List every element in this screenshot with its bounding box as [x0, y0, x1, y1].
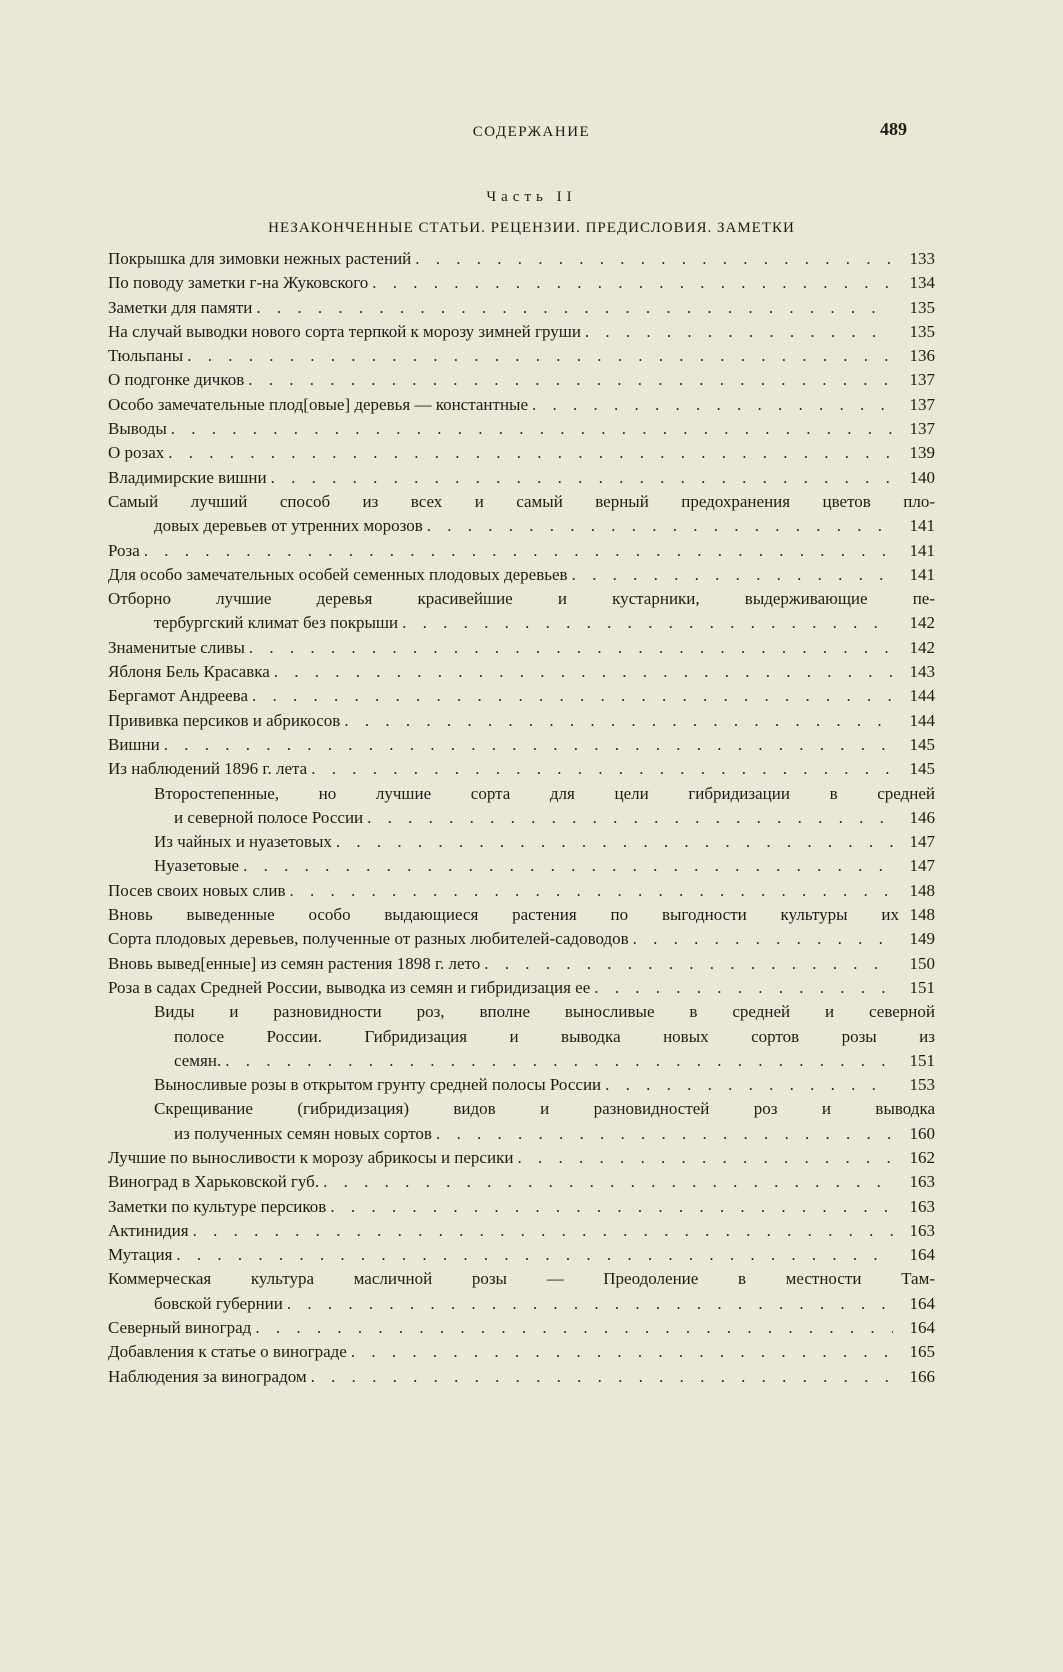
- toc-entry-page: 162: [909, 1147, 935, 1167]
- dot-leader: [311, 757, 893, 781]
- toc-entry: [108, 830, 935, 854]
- toc-entry-page: 165: [909, 1342, 935, 1362]
- toc-entry: [108, 587, 935, 636]
- toc-entry: [108, 733, 935, 757]
- toc-entry: [108, 1316, 935, 1340]
- toc-entry-text: Отборно лучшие деревья красивейшие и кустарники, выдерживающие пе-: [108, 589, 935, 609]
- toc-entry-title: Особо замечательные плод[овые] деревья — константные: [108, 394, 529, 414]
- toc-entry-title: Для особо замечательных особей семенных плодовых деревьев: [108, 564, 568, 584]
- toc-entry-page: 166: [909, 1366, 935, 1386]
- toc-entry-title: Вновь выведенные особо выдающиеся растения по выгодности культуры их: [108, 905, 899, 925]
- toc-entry-page: 151: [909, 1050, 935, 1070]
- toc-entry: [108, 490, 935, 539]
- toc-entry-title: О подгонке дичков: [108, 370, 245, 390]
- toc-entry-title: Покрышка для зимовки нежных растений: [108, 249, 412, 268]
- toc-entry-title: семян.: [174, 1050, 222, 1070]
- toc-entry-page: 145: [909, 734, 935, 754]
- part-label: Часть II: [486, 189, 577, 205]
- toc-entry-page: 141: [909, 540, 935, 560]
- toc-entry-page: 137: [909, 394, 935, 414]
- toc-entry-title: Посев своих новых слив: [108, 880, 286, 900]
- toc-entry: [108, 1073, 935, 1097]
- toc-entry: [108, 563, 935, 587]
- toc-entry-page: 135: [909, 297, 935, 317]
- toc-entry: [108, 539, 935, 563]
- toc-entry: [108, 1340, 935, 1364]
- dot-leader: [517, 1146, 893, 1170]
- toc-entry-title: Заметки для памяти: [108, 297, 253, 317]
- toc-entry-title: Сорта плодовых деревьев, полученные от разных любителей-садоводов: [108, 929, 629, 949]
- dot-leader: [271, 466, 893, 490]
- toc-entry-page: 133: [909, 249, 935, 268]
- dot-leader: [168, 441, 893, 465]
- toc-entry: [108, 757, 935, 781]
- toc-entry-page: 139: [909, 443, 935, 463]
- toc-entry: [108, 417, 935, 441]
- dot-leader: [427, 514, 893, 538]
- dot-leader: [484, 952, 893, 976]
- dot-leader: [255, 1316, 893, 1340]
- toc-entry-page: 163: [909, 1220, 935, 1240]
- dot-leader: [415, 247, 893, 271]
- toc-entry-text: Коммерческая культура масличной розы — Преодоление в местности Там-: [108, 1269, 935, 1289]
- toc-entry-page: 134: [909, 273, 935, 293]
- toc-entry-title: и северной полосе России: [174, 807, 364, 827]
- toc-entry-title: Вновь вывед[енные] из семян растения 1898 г. лето: [108, 953, 481, 973]
- table-of-contents: [108, 247, 935, 1389]
- toc-entry-title: Выводы: [108, 419, 167, 439]
- toc-entry-title: На случай выводки нового сорта терпкой к морозу зимней груши: [108, 321, 581, 341]
- toc-entry-page: 135: [909, 321, 935, 341]
- toc-entry-page: 148: [909, 880, 935, 900]
- toc-entry-title: Актинидия: [108, 1220, 189, 1240]
- toc-entry-title: довых деревьев от утренних морозов: [154, 516, 423, 536]
- toc-entry-text: Виды и разновидности роз, вполне выносливые в средней и северной: [154, 1002, 935, 1022]
- page-number: 489: [880, 119, 907, 139]
- dot-leader: [290, 879, 893, 903]
- toc-entry-page: 141: [909, 516, 935, 536]
- dot-leader: [193, 1219, 893, 1243]
- dot-leader: [164, 733, 893, 757]
- toc-entry-page: 143: [909, 662, 935, 682]
- toc-entry-page: 151: [909, 977, 935, 997]
- toc-entry: [108, 879, 935, 903]
- toc-entry-page: 142: [909, 637, 935, 657]
- dot-leader: [144, 539, 893, 563]
- toc-entry-title: Северный виноград: [108, 1318, 252, 1338]
- toc-entry-title: Из чайных и нуазетовых: [154, 832, 332, 852]
- toc-entry-page: 137: [909, 419, 935, 439]
- dot-leader: [532, 393, 893, 417]
- dot-leader: [249, 636, 893, 660]
- toc-entry: [108, 1365, 935, 1389]
- toc-entry-page: 160: [909, 1123, 935, 1143]
- toc-entry-page: 146: [909, 807, 935, 827]
- toc-entry-title: О розах: [108, 443, 165, 463]
- toc-entry: [108, 1219, 935, 1243]
- toc-entry-page: 148: [909, 905, 935, 925]
- dot-leader: [336, 830, 893, 854]
- toc-entry-title: Знаменитые сливы: [108, 637, 245, 657]
- toc-entry-title: Добавления к статье о винограде: [108, 1342, 347, 1362]
- toc-entry-title: Роза в садах Средней России, выводка из семян и гибридизация ее: [108, 977, 591, 997]
- toc-entry: [108, 466, 935, 490]
- dot-leader: [351, 1340, 893, 1364]
- toc-entry-page: 147: [909, 856, 935, 876]
- running-header: СОДЕРЖАНИЕ: [472, 124, 591, 140]
- toc-entry: [108, 903, 935, 927]
- toc-entry-title: Прививка персиков и абрикосов: [108, 710, 341, 730]
- toc-entry: [108, 296, 935, 320]
- toc-entry-page: 149: [909, 929, 935, 949]
- dot-leader: [311, 1365, 893, 1389]
- toc-entry-text: Второстепенные, но лучшие сорта для цели гибридизации в средней: [154, 783, 935, 803]
- dot-leader: [372, 271, 893, 295]
- toc-entry-title: Заметки по культуре персиков: [108, 1196, 327, 1216]
- toc-entry: [108, 247, 935, 271]
- toc-entry-page: 144: [909, 710, 935, 730]
- toc-entry: [108, 1243, 935, 1267]
- toc-entry-title: Мутация: [108, 1245, 173, 1265]
- toc-entry-title: Вишни: [108, 734, 160, 754]
- toc-entry: [108, 1146, 935, 1170]
- dot-leader: [274, 660, 893, 684]
- dot-leader: [287, 1292, 893, 1316]
- toc-entry-page: 141: [909, 564, 935, 584]
- toc-entry: [108, 393, 935, 417]
- dot-leader: [252, 684, 893, 708]
- toc-entry: [108, 271, 935, 295]
- toc-entry-title: Лучшие по выносливости к морозу абрикосы и персики: [108, 1147, 514, 1167]
- dot-leader: [572, 563, 893, 587]
- toc-entry: [108, 782, 935, 831]
- toc-entry-title: Тюльпаны: [108, 346, 184, 366]
- toc-entry: [108, 344, 935, 368]
- toc-entry: [108, 854, 935, 878]
- toc-entry-page: 136: [909, 346, 935, 366]
- dot-leader: [171, 417, 893, 441]
- dot-leader: [248, 368, 893, 392]
- toc-entry-page: 140: [909, 467, 935, 487]
- toc-entry: [108, 952, 935, 976]
- dot-leader: [594, 976, 893, 1000]
- dot-leader: [605, 1073, 893, 1097]
- dot-leader: [176, 1243, 893, 1267]
- toc-entry-title: Нуазетовые: [154, 856, 240, 876]
- toc-entry-title: Яблоня Бель Красавка: [108, 662, 270, 682]
- toc-entry: [108, 1097, 935, 1146]
- toc-entry: [108, 441, 935, 465]
- toc-entry-title: Из наблюдений 1896 г. лета: [108, 759, 308, 779]
- toc-entry-page: 150: [909, 953, 935, 973]
- toc-entry: [108, 976, 935, 1000]
- toc-entry-title: бовской губернии: [154, 1293, 283, 1313]
- toc-entry-title: Роза: [108, 540, 140, 560]
- toc-entry-page: 137: [909, 370, 935, 390]
- dot-leader: [323, 1170, 893, 1194]
- dot-leader: [367, 806, 893, 830]
- toc-entry-title: из полученных семян новых сортов: [174, 1123, 432, 1143]
- toc-entry: [108, 368, 935, 392]
- toc-entry-page: 164: [909, 1245, 935, 1265]
- toc-entry: [108, 1195, 935, 1219]
- toc-entry-page: 163: [909, 1172, 935, 1192]
- dot-leader: [225, 1049, 893, 1073]
- toc-entry: [108, 684, 935, 708]
- dot-leader: [243, 854, 893, 878]
- toc-entry-title: тербургский климат без покрыши: [154, 613, 399, 633]
- dot-leader: [585, 320, 893, 344]
- toc-entry: [108, 709, 935, 733]
- toc-entry-title: Выносливые розы в открытом грунту средней полосы России: [154, 1075, 602, 1095]
- toc-entry-title: Владимирские вишни: [108, 467, 267, 487]
- dot-leader: [344, 709, 893, 733]
- toc-entry-title: Наблюдения за виноградом: [108, 1366, 307, 1386]
- toc-entry: [108, 927, 935, 951]
- dot-leader: [256, 296, 893, 320]
- toc-entry-page: 142: [909, 613, 935, 633]
- toc-entry-page: 144: [909, 686, 935, 706]
- dot-leader: [633, 927, 893, 951]
- dot-leader: [330, 1195, 893, 1219]
- section-heading: НЕЗАКОНЧЕННЫЕ СТАТЬИ. РЕЦЕНЗИИ. ПРЕДИСЛОВИЯ. ЗАМЕТКИ: [268, 220, 795, 236]
- toc-entry-text: полосе России. Гибридизация и выводка новых сортов розы из: [174, 1026, 935, 1046]
- dot-leader: [187, 344, 893, 368]
- toc-entry-page: 164: [909, 1293, 935, 1313]
- toc-entry: [108, 660, 935, 684]
- toc-entry-text: Скрещивание (гибридизация) видов и разновидностей роз и выводка: [154, 1099, 935, 1119]
- toc-entry-title: Виноград в Харьковской губ.: [108, 1172, 320, 1192]
- toc-entry: [108, 320, 935, 344]
- toc-entry: [108, 636, 935, 660]
- dot-leader: [402, 611, 893, 635]
- toc-entry-page: 147: [909, 832, 935, 852]
- toc-entry: [108, 1267, 935, 1316]
- toc-entry-page: 164: [909, 1318, 935, 1338]
- dot-leader: [436, 1122, 893, 1146]
- toc-entry-title: Бергамот Андреева: [108, 686, 249, 706]
- toc-entry-text: Самый лучший способ из всех и самый верный предохранения цветов пло-: [108, 491, 935, 511]
- toc-entry-page: 163: [909, 1196, 935, 1216]
- toc-entry-page: 145: [909, 759, 935, 779]
- toc-entry: [108, 1170, 935, 1194]
- toc-entry: [108, 1000, 935, 1073]
- toc-entry-title: По поводу заметки г-на Жуковского: [108, 273, 369, 293]
- toc-entry-page: 153: [909, 1075, 935, 1095]
